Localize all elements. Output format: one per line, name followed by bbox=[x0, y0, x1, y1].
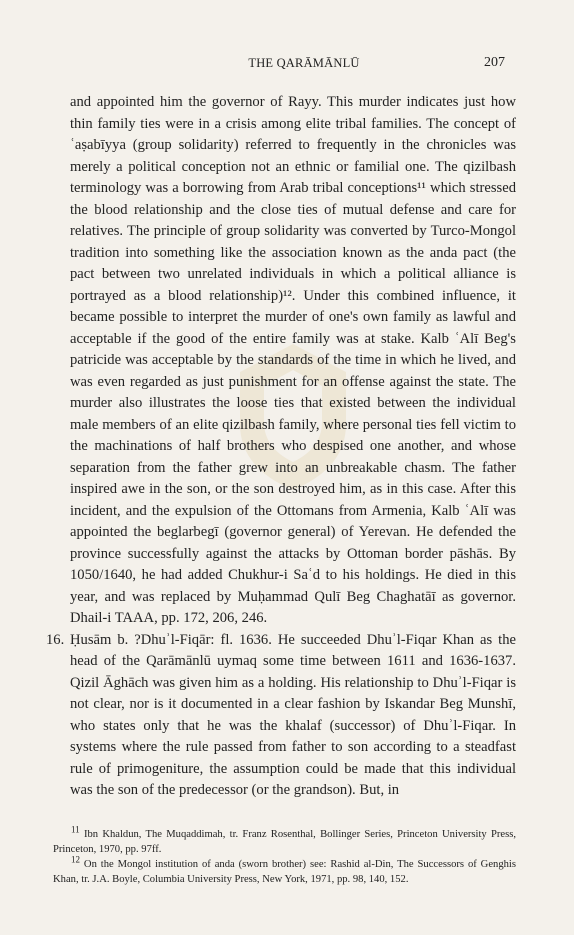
page-header bbox=[0, 56, 574, 76]
entry-number: 16. bbox=[46, 631, 65, 648]
body-text bbox=[46, 92, 516, 802]
footnote-text: On the Mongol institution of anda (sworn brother) see: Rashid al-Din, The Successors of Genghis Khan, tr. J.A. Boyle, Columbia University Press, New York, 1971, pp. 98, 140, 152. bbox=[53, 859, 516, 885]
footnote bbox=[53, 824, 516, 857]
footnote bbox=[53, 854, 516, 887]
footnotes bbox=[53, 824, 516, 887]
footnote-mark: 11 bbox=[71, 824, 80, 835]
running-title: THE QARĀMĀNLŪ bbox=[248, 56, 360, 70]
numbered-entry bbox=[46, 630, 516, 802]
footnote-text: Ibn Khaldun, The Muqaddimah, tr. Franz Rosenthal, Bollinger Series, Princeton University Press, Princeton, 1970, pp. 97ff. bbox=[53, 829, 516, 855]
entry-text: Ḥusām b. ?Dhuʾl-Fiqār: fl. 1636. He succeeded Dhuʾl-Fiqar Khan as the head of the Qarāmānlū uymaq some time between 1611 and 1636-1637. Qizil Āghāch was given him as a holding. His relationship to Dhuʾl-Fiqar is not clear, nor is it documented in a clear fashion by Iskandar Beg Munshī, who states only that he was the khalaf (successor) of Dhuʾl-Fiqar. In systems where the rule passed from father to son according to a steadfast rule of primogeniture, the assumption could be made that this individual was the son of the predecessor (or the grandson). But, in bbox=[70, 631, 516, 798]
footnote-mark: 12 bbox=[71, 854, 80, 865]
page-number: 207 bbox=[484, 55, 505, 70]
paragraph: and appointed him the governor of Rayy. This murder indicates just how thin family ties were in a crisis among elite tribal families. The concept of ʿaṣabīyya (group solidarity) referred to frequently in the chronicles was merely a political conception not an ethnic or familial one. The qizilbash terminology was a borrowing from Arab tribal conceptions¹¹ which stressed the blood relationship and the close ties of mutual defense and care for relatives. The principle of group solidarity was converted by Turco-Mongol tradition into something like the association known as the anda pact (the pact between two unrelated individuals in which a political alliance is portrayed as a blood relationship)¹². Under this combined influence, it became possible to interpret the murder of one's own family as lawful and acceptable if the good of the entire family was at stake. Kalb ʿAlī Beg's patricide was acceptable by the standards of the time in which he lived, and was even regarded as just punishment for an offense against the state. The murder also illustrates the loose ties that existed between the individual male members of an elite qizilbash family, where personal ties fell victim to the machinations of half brothers who despised one another, and whose separation from the father grew into an unbreakable chasm. The father inspired awe in the son, or the son destroyed him, as in this case. After this incident, and the expulsion of the Ottomans from Armenia, Kalb ʿAlī was appointed the beglarbegī (governor general) of Yerevan. He defended the province successfully against the attacks by Ottoman border pāshās. By 1050/1640, he had added Chukhur-i Saʿd to his holdings. He died in this year, and was replaced by Muḥammad Qulī Beg Chaghatāī as governor. Dhail-i TAAA, pp. 172, 206, 246. bbox=[70, 94, 516, 626]
